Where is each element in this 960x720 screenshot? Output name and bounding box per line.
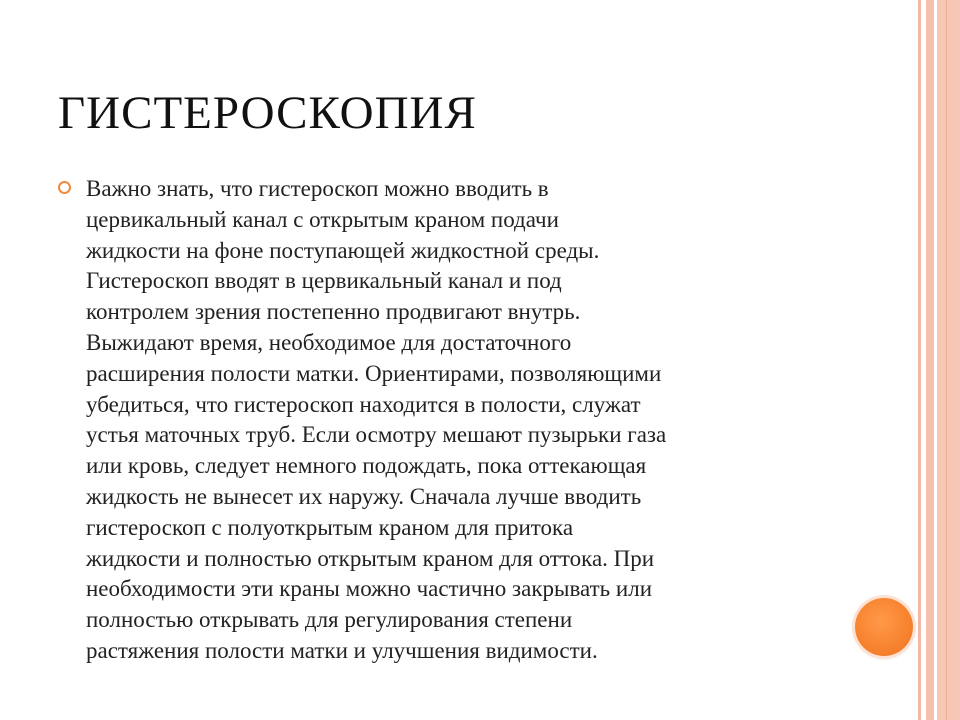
text-line: жидкости и полностью открытым краном для оттока. При — [86, 545, 655, 571]
text-line: или кровь, следует немного подождать, пока оттекающая — [86, 453, 647, 479]
text-line: растяжения полости матки и улучшения видимости. — [86, 637, 598, 663]
decorative-orange-circle — [855, 598, 913, 656]
decorative-stripe-mid — [926, 0, 934, 720]
text-line: убедиться, что гистероскоп находится в полости, служат — [86, 391, 641, 417]
text-line: контролем зрения постепенно продвигают внутрь. — [86, 299, 581, 325]
text-line: цервикальный канал с открытым краном подачи — [86, 206, 559, 232]
text-line: полностью открывать для регулирования степени — [86, 607, 573, 633]
text-line: Гистероскоп вводят в цервикальный канал и под — [86, 268, 562, 294]
bullet-circle-icon — [58, 181, 71, 194]
text-line: гистероскоп с полуоткрытым краном для притока — [86, 514, 574, 540]
bullet-text — [86, 174, 826, 667]
text-line: необходимости эти краны можно частично закрывать или — [86, 576, 653, 602]
text-line: жидкость не вынесет их наружу. Сначала лучше вводить — [86, 483, 642, 509]
slide-title: ГИСТЕРОСКОПИЯ — [58, 87, 477, 139]
text-line: жидкости на фоне поступающей жидкостной среды. — [86, 237, 600, 263]
text-line: Важно знать, что гистероскоп можно вводить в — [86, 176, 549, 201]
text-line: устья маточных труб. Если осмотру мешают пузырьки газа — [86, 422, 667, 448]
decorative-stripe-thin — [918, 0, 921, 720]
decorative-stripe-line — [946, 0, 947, 720]
text-line: Выжидают время, необходимое для достаточного — [86, 329, 572, 355]
text-line: расширения полости матки. Ориентирами, позволяющими — [86, 360, 662, 386]
decorative-stripe-wide — [937, 0, 960, 720]
